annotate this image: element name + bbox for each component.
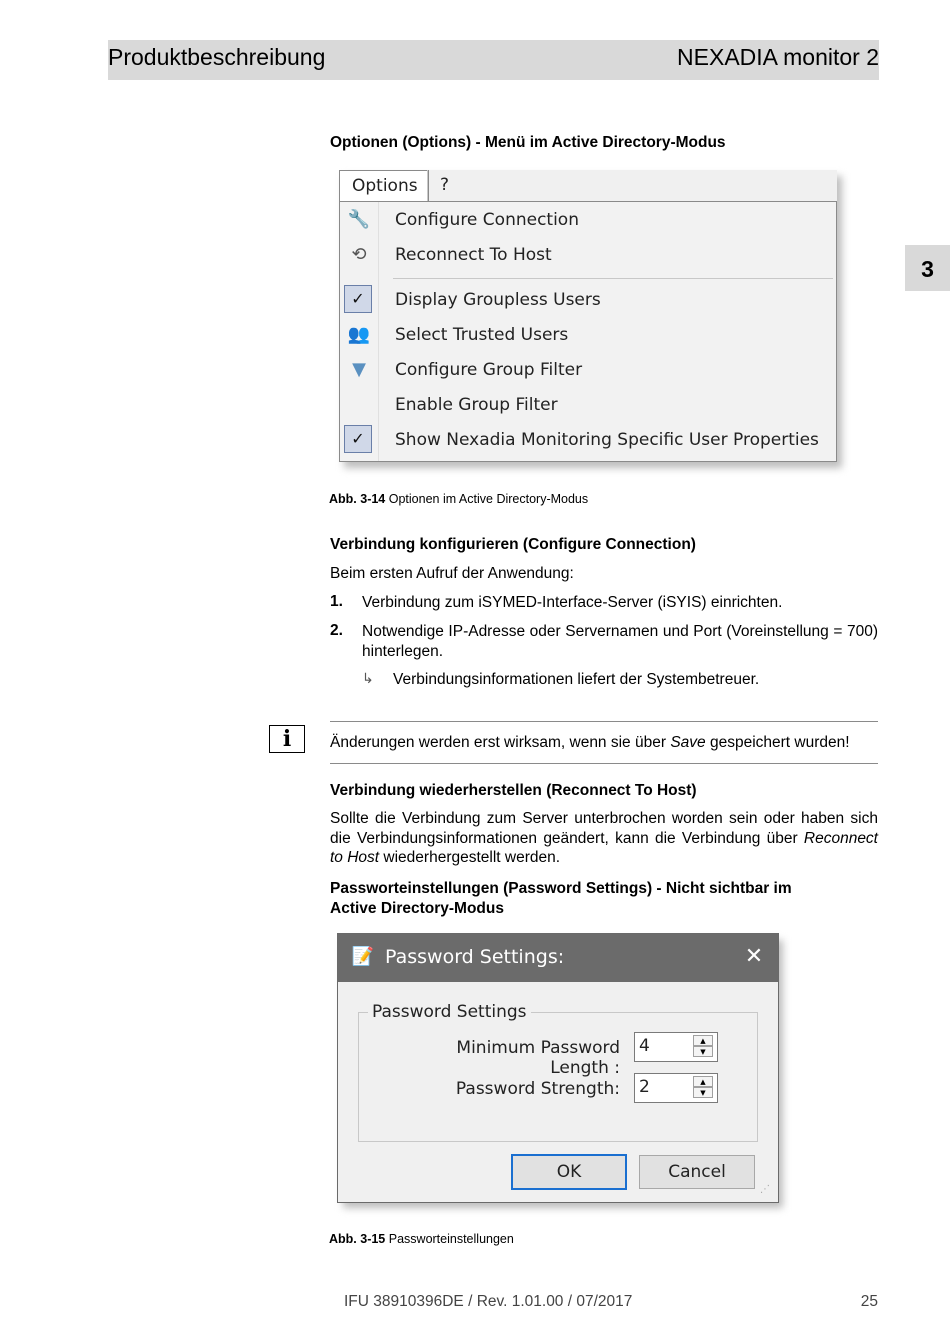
stepper-down-icon[interactable]: ▼	[693, 1087, 713, 1098]
reconnect-text-part: Sollte die Verbindung zum Server unterbrochen worden sein oder haben sich die Verbindungsinformationen geändert, kann die Verbindung über	[330, 810, 878, 847]
close-icon[interactable]: ✕	[744, 944, 764, 969]
cancel-button[interactable]: Cancel	[639, 1155, 755, 1189]
caption-number: Abb. 3-15	[329, 1232, 386, 1246]
reconnect-text	[330, 809, 878, 868]
options-dropdown	[339, 201, 837, 462]
note-rule-bottom	[330, 763, 878, 764]
caption-text: Passworteinstellungen	[388, 1232, 514, 1246]
dialog-title: Password Settings:	[385, 946, 565, 968]
step-result: Verbindungsinformationen liefert der Systembetreuer.	[393, 671, 760, 688]
groupbox-label: Password Settings	[368, 1002, 531, 1022]
menu-options[interactable]: Options	[339, 170, 429, 202]
step-text: Verbindung zum iSYMED-Interface-Server (iSYIS) einrichten.	[362, 594, 783, 611]
figure-caption-3-14	[329, 492, 588, 506]
reconnect-heading: Verbindung wiederherstellen (Reconnect To Host)	[330, 782, 697, 799]
password-heading: Passworteinstellungen (Password Settings) - Nicht sichtbar im Active Directory-Modus	[330, 880, 792, 917]
wrench-icon: 🔧	[347, 209, 371, 230]
min-length-label: Minimum Password Length :	[456, 1038, 620, 1078]
caption-text: Optionen im Active Directory-Modus	[388, 492, 589, 506]
configure-heading: Verbindung konfigurieren (Configure Connection)	[330, 536, 696, 553]
info-icon: i	[269, 725, 305, 753]
menu-item-configure-connection[interactable]: Configure Connection	[395, 210, 579, 230]
stepper-buttons	[693, 1076, 713, 1098]
ok-button[interactable]: OK	[511, 1154, 627, 1190]
note-rule-top	[330, 721, 878, 722]
stepper-up-icon[interactable]: ▲	[693, 1076, 713, 1087]
checkmark-icon: ✓	[344, 425, 372, 453]
options-heading: Optionen (Options) - Menü im Active Directory-Modus	[330, 134, 726, 151]
min-length-value[interactable]: 4	[639, 1036, 650, 1056]
figure-caption-3-15	[329, 1232, 514, 1246]
funnel-icon: ▼	[352, 359, 366, 380]
menu-separator	[393, 278, 833, 279]
result-arrow-icon: ↳	[362, 670, 374, 686]
options-menu-screenshot	[339, 170, 837, 462]
reconnect-text-part: wiederhergestellt werden.	[379, 849, 561, 866]
users-icon: 👥	[347, 324, 371, 345]
strength-stepper[interactable]	[634, 1073, 718, 1103]
min-length-stepper[interactable]	[634, 1032, 718, 1062]
menu-item-enable-group-filter[interactable]: Enable Group Filter	[395, 395, 558, 415]
chapter-tab: 3	[905, 245, 950, 291]
caption-number: Abb. 3-14	[329, 492, 386, 506]
stepper-buttons	[693, 1035, 713, 1057]
reconnect-emphasis: Reconnect to Host	[330, 829, 878, 866]
settings-app-icon: 📝	[351, 946, 375, 967]
note-emphasis: Save	[670, 734, 706, 751]
menu-item-show-nexadia-properties[interactable]: Show Nexadia Monitoring Specific User Properties	[395, 430, 819, 450]
resize-grip-icon[interactable]: ⋰	[760, 1184, 770, 1195]
menu-item-display-groupless-users[interactable]: Display Groupless Users	[395, 290, 601, 310]
menu-item-select-trusted-users[interactable]: Select Trusted Users	[395, 325, 569, 345]
menu-item-configure-group-filter[interactable]: Configure Group Filter	[395, 360, 583, 380]
reconnect-icon: ⟲	[351, 244, 367, 265]
header-section-title: Produktbeschreibung	[108, 44, 326, 70]
stepper-down-icon[interactable]: ▼	[693, 1046, 713, 1057]
step-text: Notwendige IP-Adresse oder Servernamen und Port (Voreinstellung = 700) hinterlegen.	[362, 623, 878, 660]
step-number: 2.	[330, 622, 343, 639]
step-number: 1.	[330, 593, 343, 610]
info-note-text	[330, 733, 850, 753]
header-product-title: NEXADIA monitor 2	[677, 44, 879, 70]
configure-intro: Beim ersten Aufruf der Anwendung:	[330, 565, 574, 582]
strength-value[interactable]: 2	[639, 1077, 650, 1097]
strength-label: Password Strength:	[455, 1079, 620, 1099]
footer-doc-ref: IFU 38910396DE / Rev. 1.01.00 / 07/2017	[344, 1293, 633, 1310]
password-settings-dialog	[337, 933, 779, 1203]
stepper-up-icon[interactable]: ▲	[693, 1035, 713, 1046]
footer-page-number: 25	[860, 1293, 878, 1310]
note-text-part: Änderungen werden erst wirksam, wenn sie über	[330, 734, 671, 751]
menu-help[interactable]: ?	[427, 170, 461, 201]
note-text-part: gespeichert wurden!	[705, 734, 850, 751]
checkmark-icon: ✓	[344, 285, 372, 313]
menu-item-reconnect-to-host[interactable]: Reconnect To Host	[395, 245, 552, 265]
